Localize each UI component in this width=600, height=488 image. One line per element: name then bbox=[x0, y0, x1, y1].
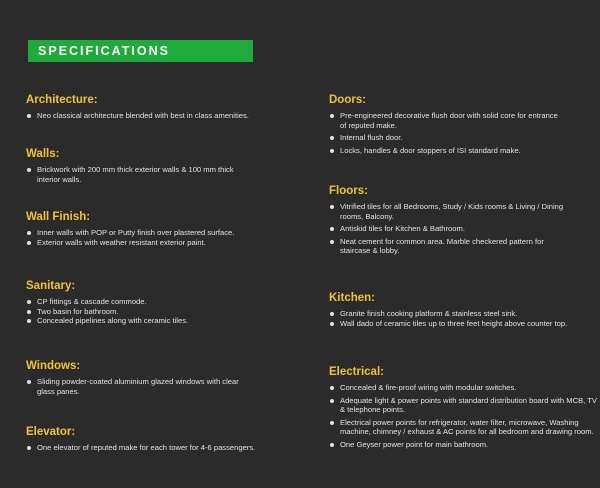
architecture-section bbox=[26, 94, 301, 121]
elevator-heading: Elevator: bbox=[26, 426, 76, 438]
doors-item: Locks, handles & door stoppers of ISI standard make. bbox=[329, 146, 564, 156]
floors-item: Neat cement for common area. Marble checkered pattern for staircase & lobby. bbox=[329, 237, 564, 256]
wall-finish-heading: Wall Finish: bbox=[26, 211, 91, 223]
floors-section bbox=[329, 185, 564, 256]
specifications-banner bbox=[28, 40, 253, 62]
windows-heading: Windows: bbox=[26, 360, 81, 372]
walls-heading: Walls: bbox=[26, 148, 60, 160]
electrical-item: One Geyser power point for main bathroom. bbox=[329, 440, 599, 450]
sanitary-heading: Sanitary: bbox=[26, 280, 76, 292]
walls-item: Brickwork with 200 mm thick exterior walls & 100 mm thick interior walls. bbox=[26, 165, 251, 184]
electrical-heading: Electrical: bbox=[329, 366, 384, 378]
walls-section bbox=[26, 148, 251, 184]
kitchen-section bbox=[329, 292, 599, 328]
sanitary-item: Two basin for bathroom. bbox=[26, 307, 301, 317]
kitchen-item: Granite finish cooking platform & stainless steel sink. bbox=[329, 309, 599, 319]
electrical-item: Adequate light & power points with standard distribution board with MCB, TV & telephone points. bbox=[329, 396, 599, 415]
architecture-heading: Architecture: bbox=[26, 94, 98, 106]
electrical-item: Concealed & fire-proof wiring with modular switches. bbox=[329, 383, 599, 393]
wall-finish-item: Exterior walls with weather resistant exterior paint. bbox=[26, 238, 296, 248]
windows-section bbox=[26, 360, 256, 396]
page-title: SPECIFICATIONS bbox=[38, 44, 170, 58]
sanitary-item: CP fittings & cascade commode. bbox=[26, 297, 301, 307]
floors-item: Vitrified tiles for all Bedrooms, Study / Kids rooms & Living / Dining rooms, Balcony. bbox=[329, 202, 564, 221]
elevator-item: One elevator of reputed make for each tower for 4-6 passengers. bbox=[26, 443, 301, 453]
architecture-item: Neo classical architecture blended with best in class amenities. bbox=[26, 111, 301, 121]
electrical-item: Electrical power points for refrigerator, water filter, microwave, Washing machine, chimney / exhaust & AC points for all bedroom and drawing room. bbox=[329, 418, 599, 437]
floors-item: Antiskid tiles for Kitchen & Bathroom. bbox=[329, 224, 564, 234]
doors-section bbox=[329, 94, 564, 155]
wall-finish-section bbox=[26, 211, 296, 247]
doors-item: Internal flush door. bbox=[329, 133, 564, 143]
sanitary-item: Concealed pipelines along with ceramic tiles. bbox=[26, 316, 301, 326]
windows-item: Sliding powder-coated aluminium glazed windows with clear glass panes. bbox=[26, 377, 256, 396]
wall-finish-item: Inner walls with POP or Putty finish over plastered surface. bbox=[26, 228, 296, 238]
elevator-section bbox=[26, 426, 301, 453]
doors-heading: Doors: bbox=[329, 94, 367, 106]
kitchen-item: Wall dado of ceramic tiles up to three feet height above counter top. bbox=[329, 319, 599, 329]
sanitary-section bbox=[26, 280, 301, 326]
electrical-section bbox=[329, 366, 599, 450]
doors-item: Pre-engineered decorative flush door with solid core for entrance of reputed make. bbox=[329, 111, 564, 130]
kitchen-heading: Kitchen: bbox=[329, 292, 375, 304]
floors-heading: Floors: bbox=[329, 185, 368, 197]
